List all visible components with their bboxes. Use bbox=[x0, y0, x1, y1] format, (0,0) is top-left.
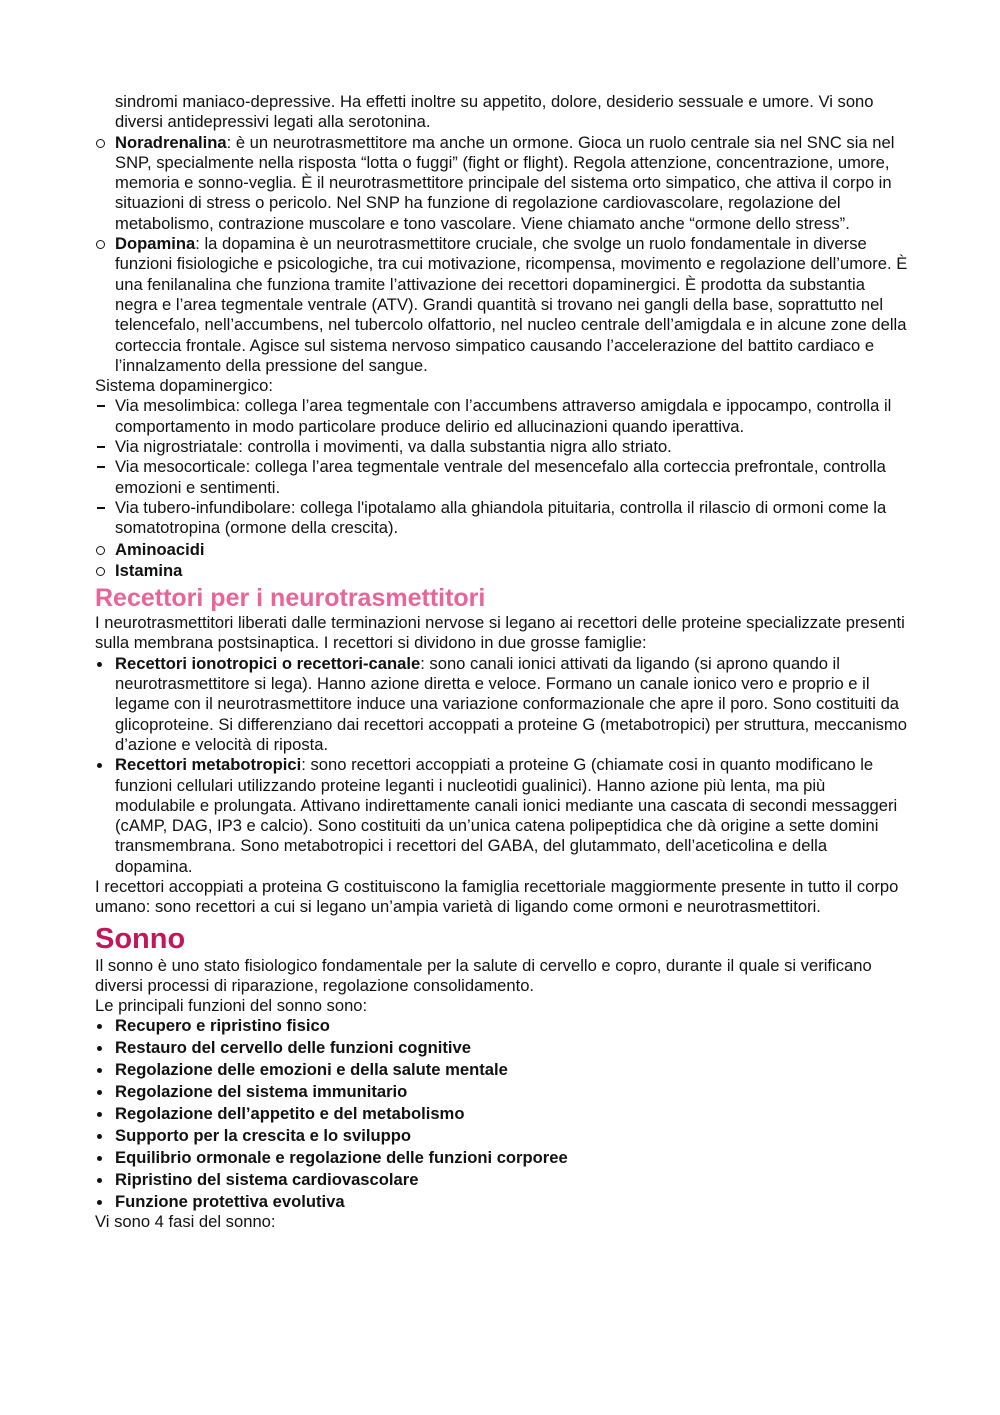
dopaminergic-paths-list bbox=[95, 396, 908, 538]
term: Recettori ionotropici o recettori-canale bbox=[115, 653, 421, 673]
list-item: Via tubero-infundibolare: collega l'ipotalamo alla ghiandola pituitaria, controlla il rilascio di ormoni come la somatotropina (ormone della crescita). bbox=[115, 497, 887, 538]
term: Noradrenalina bbox=[115, 132, 227, 152]
list-item: Supporto per la crescita e lo sviluppo bbox=[115, 1125, 411, 1145]
sonno-phases-heading: Vi sono 4 fasi del sonno: bbox=[95, 1211, 276, 1231]
list-item: Regolazione del sistema immunitario bbox=[115, 1082, 408, 1102]
description: : è un neurotrasmettitore ma anche un ormone. Gioca un ruolo centrale sia nel SNC sia nel SNP, specialmente nella risposta “lotta o fuggi” (fight or flight). Regola attenzione, concentrazione, umore, memoria e sonno-veglia. È il neurotrasmettitore principale del sistema orto simpatico, che attiva il corpo in situazioni di stress o pericolo. Nel SNP ha funzione di regolazione cardiovascolare, regolazione del metabolismo, contrazione muscolare e tono vascolare. Viene chiamato anche “ormone dello stress”. bbox=[115, 132, 895, 233]
list-item: Ripristino del sistema cardiovascolare bbox=[115, 1169, 419, 1189]
list-item-istamina: Istamina bbox=[115, 560, 183, 580]
receptor-types-list bbox=[95, 654, 908, 877]
list-item: Regolazione delle emozioni e della salute mentale bbox=[115, 1060, 508, 1080]
list-item: Equilibrio ormonale e regolazione delle funzioni corporee bbox=[115, 1147, 568, 1167]
term: Dopamina bbox=[115, 234, 196, 254]
sonno-functions-heading: Le principali funzioni del sonno sono: bbox=[95, 996, 368, 1016]
dopaminergic-heading: Sistema dopaminergico: bbox=[95, 376, 274, 396]
term: Recettori metabotropici bbox=[115, 755, 302, 775]
list-item-aminoacidi: Aminoacidi bbox=[115, 539, 205, 559]
list-item: Via mesocorticale: collega l’area tegmentale ventrale del mesencefalo alla corteccia prefrontale, controlla emozioni e sentimenti. bbox=[115, 457, 886, 497]
section-title-recettori: Recettori per i neurotrasmettitori bbox=[95, 584, 486, 613]
list-item: Recupero e ripristino fisico bbox=[115, 1016, 330, 1036]
list-item-dopamina bbox=[95, 234, 908, 376]
sleep-functions-list bbox=[95, 1016, 908, 1211]
description: : sono recettori accoppiati a proteine G (chiamate cosi in quanto modificano le funzioni cellulari utilizzando proteine leganti i nucleotidi gualinici). Hanno azione più lenta, ma più modulabile e prolungata. Attivano indirettamente canali ionici mediante una cascata di secondi messaggeri (cAMP, DAG, IP3 e calcio). Sono costituiti da un’unica catena polipeptidica che dà origine a sette domini transmembrana. Sono metabotropici i recettori del GABA, del glutammato, dell’aceticolina e della dopamina. bbox=[115, 755, 898, 876]
neurotransmitter-list bbox=[95, 133, 908, 377]
description: : sono canali ionici attivati da ligando (si aprono quando il neurotrasmettitore si lega). Hanno azione diretta e veloce. Formano un canale ionico vero e proprio e il legame con il neurotrasmettitore induce una variazione conformazionale che apre il poro. Sono costituiti da glicoproteine. Si differenziano dai recettori accoppati a proteine G (metabotropici) per struttura, meccanismo d’azione e velocità di riposta. bbox=[115, 653, 907, 754]
list-item-noradrenalina bbox=[95, 133, 908, 234]
description: : la dopamina è un neurotrasmettitore cruciale, che svolge un ruolo fondamentale in diverse funzioni fisiologiche e psicologiche, tra cui motivazione, ricompensa, movimento e regolazione dell’umore. È una fenilanalina che funziona tramite l’attivazione dei recettori dopaminergici. È prodotta da substantia negra e l’area tegmentale ventrale (ATV). Grandi quantità si trovano nei gangli della base, soprattutto nel telencefalo, nell’accumbens, nel tubercolo olfattorio, nel nucleo centrale dell’amigdala e in alcune zone della corteccia frontale. Agisce sul sistema nervoso simpatico causando l’accelerazione del battito cardiaco e l’innalzamento della pressione del sangue. bbox=[115, 234, 908, 375]
list-item: Restauro del cervello delle funzioni cognitive bbox=[115, 1038, 471, 1058]
list-item-ionotropici bbox=[95, 654, 908, 755]
list-item: Regolazione dell’appetito e del metabolismo bbox=[115, 1104, 465, 1124]
list-item: Via mesolimbica: collega l’area tegmentale con l’accumbens attraverso amigdala e ippocampo, controlla il comportamento in modo particolare produce delirio ed allucinazioni quando iperattiva. bbox=[115, 396, 892, 436]
section-title-sonno: Sonno bbox=[95, 922, 186, 955]
more-neurotransmitters-list bbox=[95, 540, 908, 582]
list-item: Via nigrostriatale: controlla i movimenti, va dalla substantia nigra allo striato. bbox=[115, 437, 672, 457]
recettori-outro: I recettori accoppiati a proteina G costituiscono la famiglia recettoriale maggiormente presente in tutto il corpo umano: sono recettori a cui si legano un’ampia varietà di ligando come ormoni e neurotrasmettitori. bbox=[95, 876, 899, 917]
list-item-metabotropici bbox=[95, 755, 908, 877]
list-item: Funzione protettiva evolutiva bbox=[115, 1191, 345, 1211]
sonno-intro: Il sonno è uno stato fisiologico fondamentale per la salute di cervello e copro, durante il quale si verificano diversi processi di riparazione, regolazione consolidamento. bbox=[95, 955, 872, 995]
recettori-intro: I neurotrasmettitori liberati dalle terminazioni nervose si legano ai recettori delle proteine specializzate presenti sulla membrana postsinaptica. I recettori si dividono in due grosse famiglie: bbox=[95, 613, 905, 653]
serotonin-continuation: sindromi maniaco-depressive. Ha effetti inoltre su appetito, dolore, desiderio sessuale e umore. Vi sono diversi antidepressivi legati alla serotonina. bbox=[115, 92, 874, 132]
